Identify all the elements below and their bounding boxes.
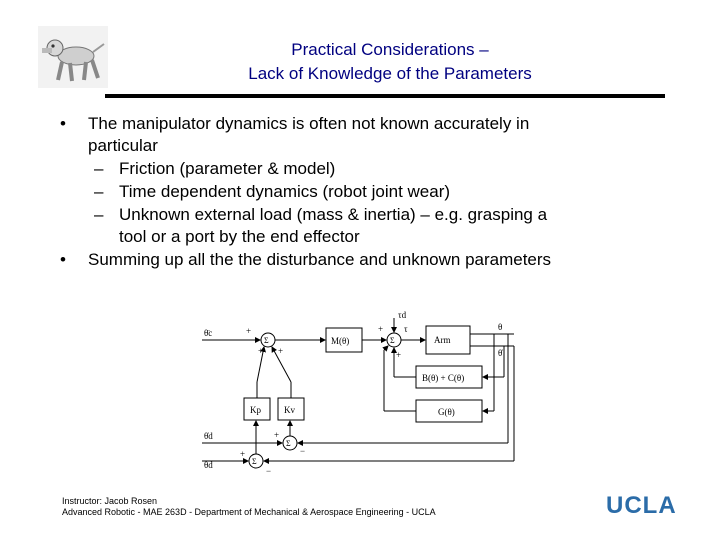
theta-c-label: θ̈c [204,328,213,338]
bc-block-label: B(θ) + C(θ) [422,373,465,383]
footer-course: Advanced Robotic - MAE 263D - Department of Mechanical & Aerospace Engineering - UCLA [62,507,436,517]
bullet-item [56,249,676,271]
bullet-text-line: Summing up all the the disturbance and unknown parameters [88,250,552,269]
dash-icon: – [94,182,104,201]
kv-label: Kv [284,405,295,415]
theta-dot-label: θ̇ [498,348,503,358]
sub-bullet-text: tool or a port by the end effector [119,227,360,246]
bullet-icon: • [60,114,66,133]
dash-icon: – [94,205,104,224]
sigma-label: Σ [390,336,395,345]
minus-sign: − [300,446,306,456]
slide-title [120,38,660,86]
dash-icon: – [94,159,104,178]
sub-bullet-text: Friction (parameter & model) [119,159,336,178]
arm-block-label: Arm [434,335,451,345]
plus-sign: + [240,449,246,459]
footer [62,496,436,518]
ucla-logo: UCLA [606,492,677,519]
title-divider [105,94,665,98]
plus-sign: + [246,326,252,336]
g-block-label: G(θ) [438,407,455,417]
control-block-diagram [198,310,522,480]
sub-bullet-item [56,204,676,248]
plus-sign: + [278,346,284,356]
robot-dog-logo [38,26,108,88]
sigma-label: Σ [264,336,269,345]
sigma-label: Σ [252,457,257,466]
theta-d-label: θd [204,460,213,470]
bullet-list [56,113,676,271]
bullet-text-line: The manipulator dynamics is often not known accurately in [88,114,530,133]
tau-label: τ [404,324,408,334]
bullet-item [56,113,676,157]
theta-label: θ [498,322,503,332]
tau-d-label: τd [398,310,407,320]
bullet-text-line: particular [88,136,158,155]
bullet-icon: • [60,250,66,269]
sub-bullet-item [56,158,676,180]
plus-sign: + [258,346,264,356]
sub-bullet-text: Time dependent dynamics (robot joint wear) [119,182,451,201]
plus-sign: + [378,324,384,334]
plus-sign: + [396,350,402,360]
sigma-label: Σ [286,439,291,448]
footer-instructor: Instructor: Jacob Rosen [62,496,158,506]
minus-sign: − [266,466,272,476]
title-line-1: Practical Considerations – [291,40,489,59]
plus-sign: + [274,430,280,440]
sub-bullet-text: Unknown external load (mass & inertia) – e.g. grasping a [119,205,548,224]
title-line-2: Lack of Knowledge of the Parameters [248,64,532,83]
sub-bullet-item [56,181,676,203]
theta-d-dot-label: θ̇d [204,431,213,441]
m-block-label: M(θ) [331,336,350,346]
kp-label: Kp [250,405,261,415]
